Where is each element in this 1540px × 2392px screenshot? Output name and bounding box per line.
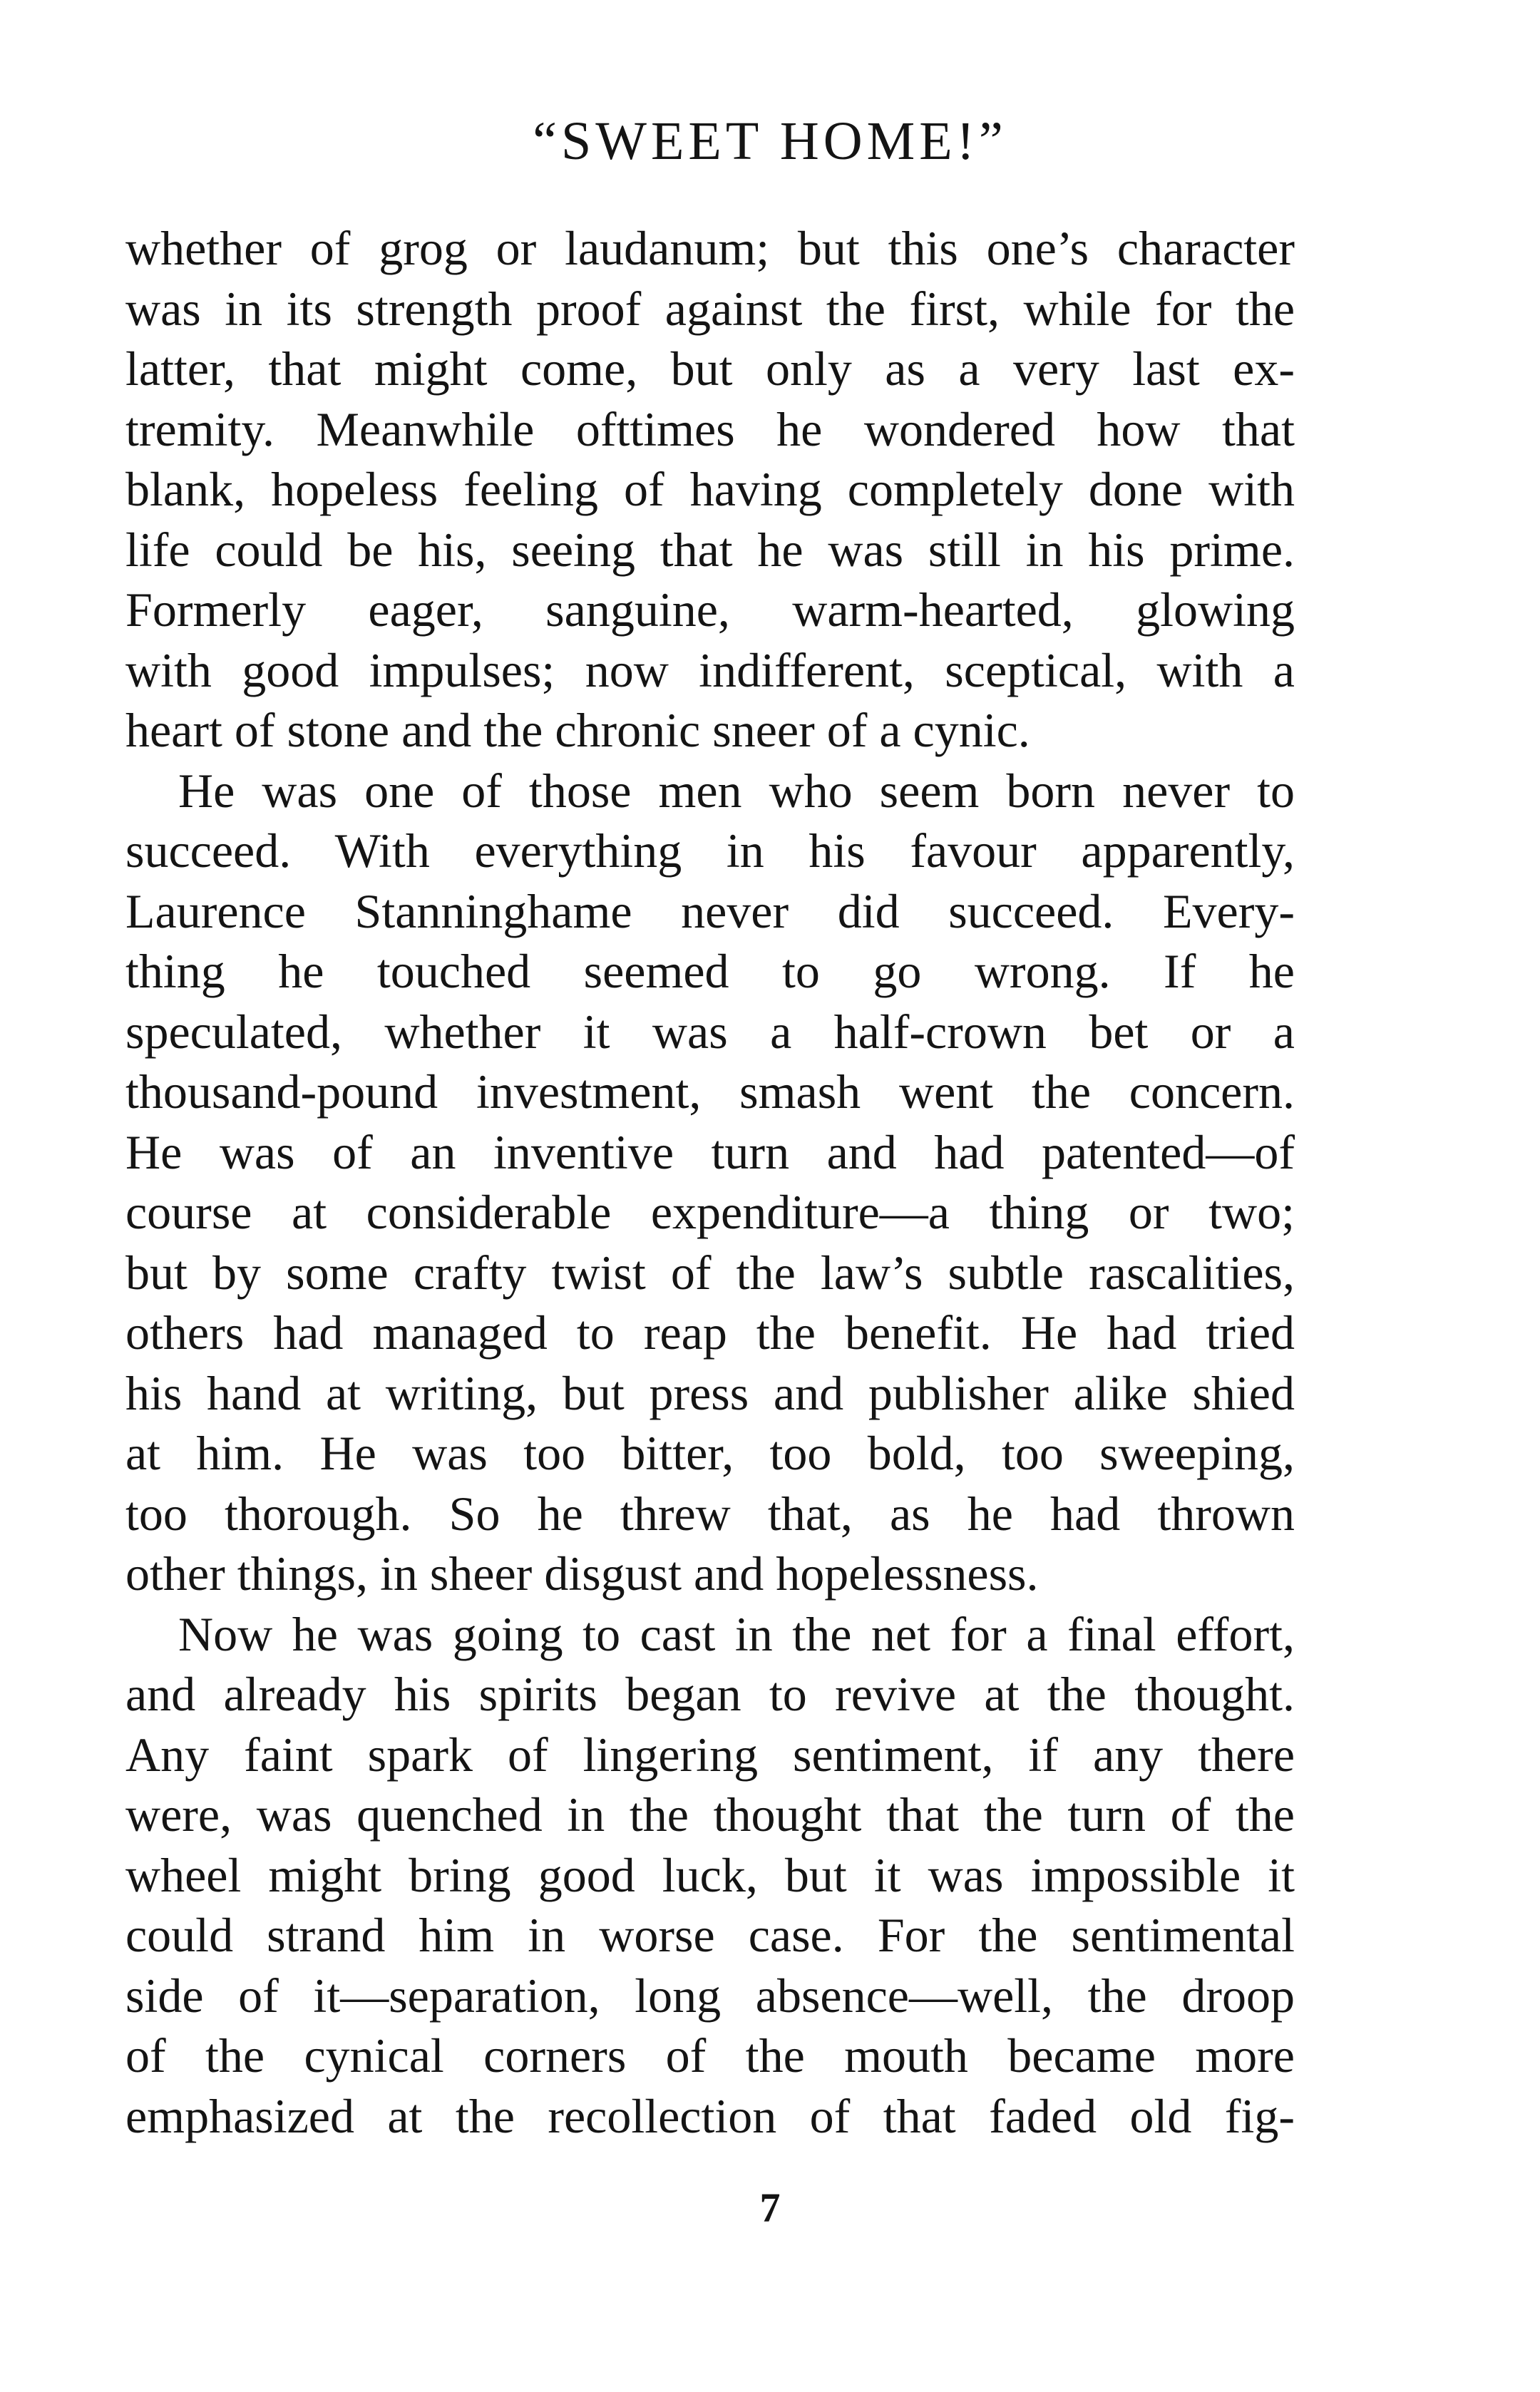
page-number: 7	[759, 2185, 781, 2231]
paragraph-3-line-6: could strand him in worse case. For the sentimental	[125, 1908, 1295, 1962]
paragraph-1-line-2: was in its strength proof against the first, while for the	[125, 281, 1295, 336]
paragraph-2-line-4: thing he touched seemed to go wrong. If he	[125, 944, 1295, 998]
paragraph-2-line-8: course at considerable expenditure—a thing or two;	[125, 1185, 1295, 1239]
running-head: “SWEET HOME!”	[533, 111, 1007, 171]
paragraph-1-line-6: life could be his, seeing that he was still in his prime.	[125, 522, 1295, 577]
paragraph-1-line-4: tremity. Meanwhile ofttimes he wondered how that	[125, 401, 1295, 456]
paragraph-2-line-6: thousand-pound investment, smash went the concern.	[125, 1064, 1295, 1119]
paragraph-3-line-4: were, was quenched in the thought that the turn of the	[125, 1787, 1295, 1842]
paragraph-2-line-7: He was of an inventive turn and had patented—of	[125, 1124, 1295, 1179]
paragraph-2-line-1: He was one of those men who seem born never to	[178, 763, 1295, 818]
paragraph-1-line-5: blank, hopeless feeling of having completely done with	[125, 462, 1295, 516]
paragraph-2-line-14: other things, in sheer disgust and hopelessness.	[125, 1546, 1039, 1601]
paragraph-1-line-3: latter, that might come, but only as a very last ex-	[125, 342, 1295, 396]
paragraph-3-line-1: Now he was going to cast in the net for a final effort,	[178, 1606, 1295, 1661]
paragraph-2-line-2: succeed. With everything in his favour apparently,	[125, 823, 1295, 878]
paragraph-1-line-9: heart of stone and the chronic sneer of a cynic.	[125, 703, 1030, 757]
paragraph-2-line-13: too thorough. So he threw that, as he had thrown	[125, 1486, 1295, 1541]
paragraph-3-line-5: wheel might bring good luck, but it was impossible it	[125, 1847, 1295, 1902]
body-text	[125, 218, 1295, 2146]
paragraph-1-line-8: with good impulses; now indifferent, sceptical, with a	[125, 642, 1295, 697]
paragraph-3-line-7: side of it—separation, long absence—well, the droop	[125, 1968, 1295, 2023]
paragraph-2-line-9: but by some crafty twist of the law’s subtle rascalities,	[125, 1245, 1295, 1300]
paragraph-1-line-7: Formerly eager, sanguine, warm-hearted, glowing	[125, 582, 1295, 637]
paragraph-3-line-2: and already his spirits began to revive at the thought.	[125, 1667, 1295, 1721]
paragraph-2-line-11: his hand at writing, but press and publisher alike shied	[125, 1365, 1295, 1420]
paragraph-2-line-12: at him. He was too bitter, too bold, too sweeping,	[125, 1426, 1295, 1480]
paragraph-2-line-10: others had managed to reap the benefit. He had tried	[125, 1305, 1295, 1360]
paragraph-3-line-3: Any faint spark of lingering sentiment, if any there	[125, 1727, 1295, 1782]
paragraph-2-line-5: speculated, whether it was a half-crown bet or a	[125, 1004, 1295, 1059]
paragraph-1-line-1: whether of grog or laudanum; but this one’s character	[125, 221, 1295, 275]
paragraph-3-line-8: of the cynical corners of the mouth became more	[125, 2028, 1295, 2083]
paragraph-3-line-9: emphasized at the recollection of that faded old fig-	[125, 2088, 1295, 2143]
paragraph-2-line-3: Laurence Stanninghame never did succeed. Every-	[125, 883, 1295, 938]
